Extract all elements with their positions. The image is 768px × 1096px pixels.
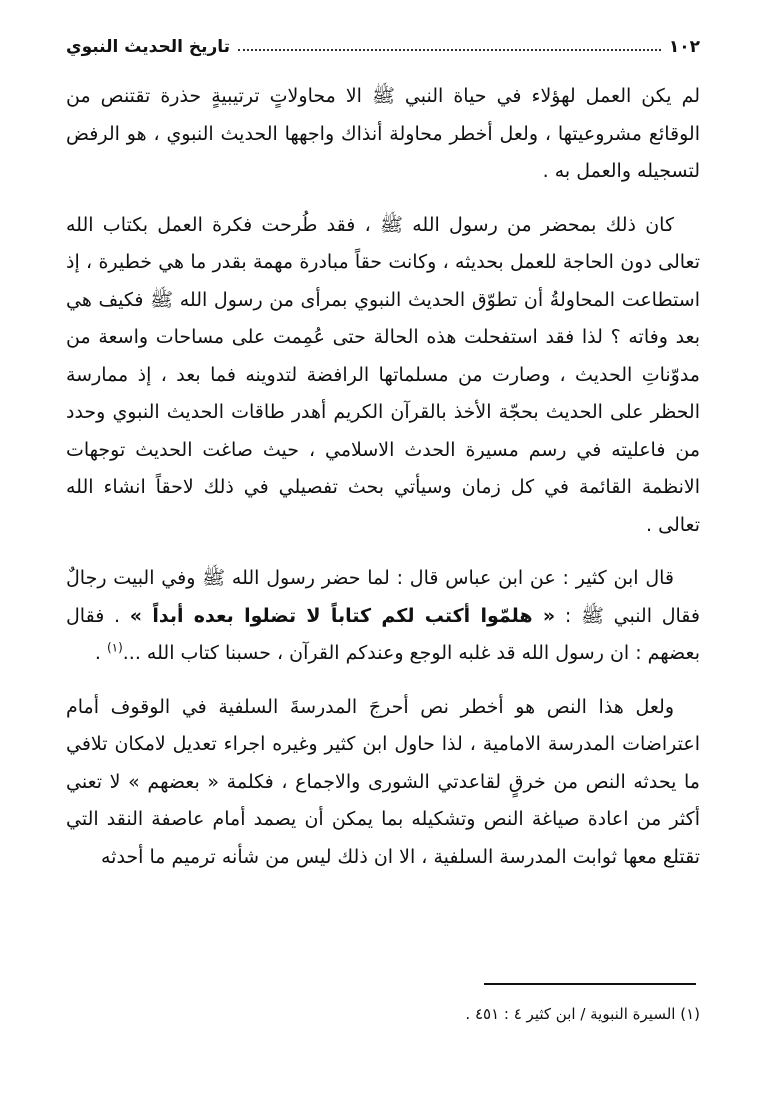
paragraph-3-continuation: . فقال بعضهم : ان رسول الله قد غلبه الوجع وعندكم القرآن ، حسبنا كتاب الله ...	[66, 604, 700, 664]
paragraph-3-end: .	[94, 642, 107, 664]
hadith-quote: « هلمّوا أكتب لكم كتاباً لا تضلوا بعده أبداً »	[129, 604, 556, 627]
paragraph-1: لم يكن العمل لهؤلاء في حياة النبي ﷺ الا محاولاتٍ ترتيبيةٍ حذرة تقتنص من الوقائع مشروعيتها ، ولعل أخطر محاولة أنذاك واجهها الحديث النبوي ، هو الرفض لتسجيله والعمل به .	[66, 85, 700, 182]
paragraph-3	[66, 560, 700, 673]
header-dot-leader	[238, 49, 661, 51]
running-header	[66, 32, 700, 62]
page-number: ١٠٢	[668, 37, 700, 57]
paragraph-2: كان ذلك بمحضر من رسول الله ﷺ ، فقد طُرحت فكرة العمل بكتاب الله تعالى دون الحاجة للعمل بحديثه ، وكانت حقاً مبادرة مهمة بقدر ما هي خطيرة ، إذ استطاعت المحاولةُ أن تطوّق الحديث النبوي بمرأى من رسول الله ﷺ فكيف هي بعد وفاته ؟ لذا فقد استفحلت هذه الحالة حتى عُمِمت على مساحات واسعة من مدوّناتِ الحديث ، وصارت من مسلماتها الرافضة لتدوينه فما بعد ، إذ ممارسة الحظر على الحديث بحجّة الأخذ بالقرآن الكريم أهدر طاقات الحديث النبوي وحدد من فاعليته في رسم مسيرة الحدث الاسلامي ، حيث صاغت الحديث توجهات الانظمة القائمة في كل زمان وسيأتي بحث تفصيلي في ذلك لاحقاً انشاء الله تعالى .	[66, 213, 700, 536]
footnote: (١) السيرة النبوية / ابن كثير ٤ : ٤٥١ .	[465, 1005, 700, 1023]
main-text	[66, 78, 700, 892]
paragraph-4: ولعل هذا النص هو أخطر نص أحرجَ المدرسةَ السلفية في الوقوف أمام اعتراضات المدرسة الامامية ، لذا حاول ابن كثير وغيره اجراء تعديل لامكان تلافي ما يحدثه النص من خرقٍ لقاعدتي الشورى والاجماع ، فكلمة « بعضهم » لا تعني أكثر من اعادة صياغة النص وتشكيله بما يمكن أن يصمد أمام عاصفة النقد التي تقتلع معها ثوابت المدرسة السلفية ، الا ان ذلك ليس من شأنه ترميم ما أحدثه	[66, 695, 700, 868]
paragraph-3-text: قال ابن كثير : عن ابن عباس قال : لما حضر رسول الله ﷺ وفي البيت رجالٌ فقال النبي ﷺ :	[66, 567, 701, 627]
footnote-reference: (١)	[106, 640, 123, 655]
book-title: تاريخ الحديث النبوي	[66, 37, 231, 57]
footnote-divider	[484, 983, 696, 985]
